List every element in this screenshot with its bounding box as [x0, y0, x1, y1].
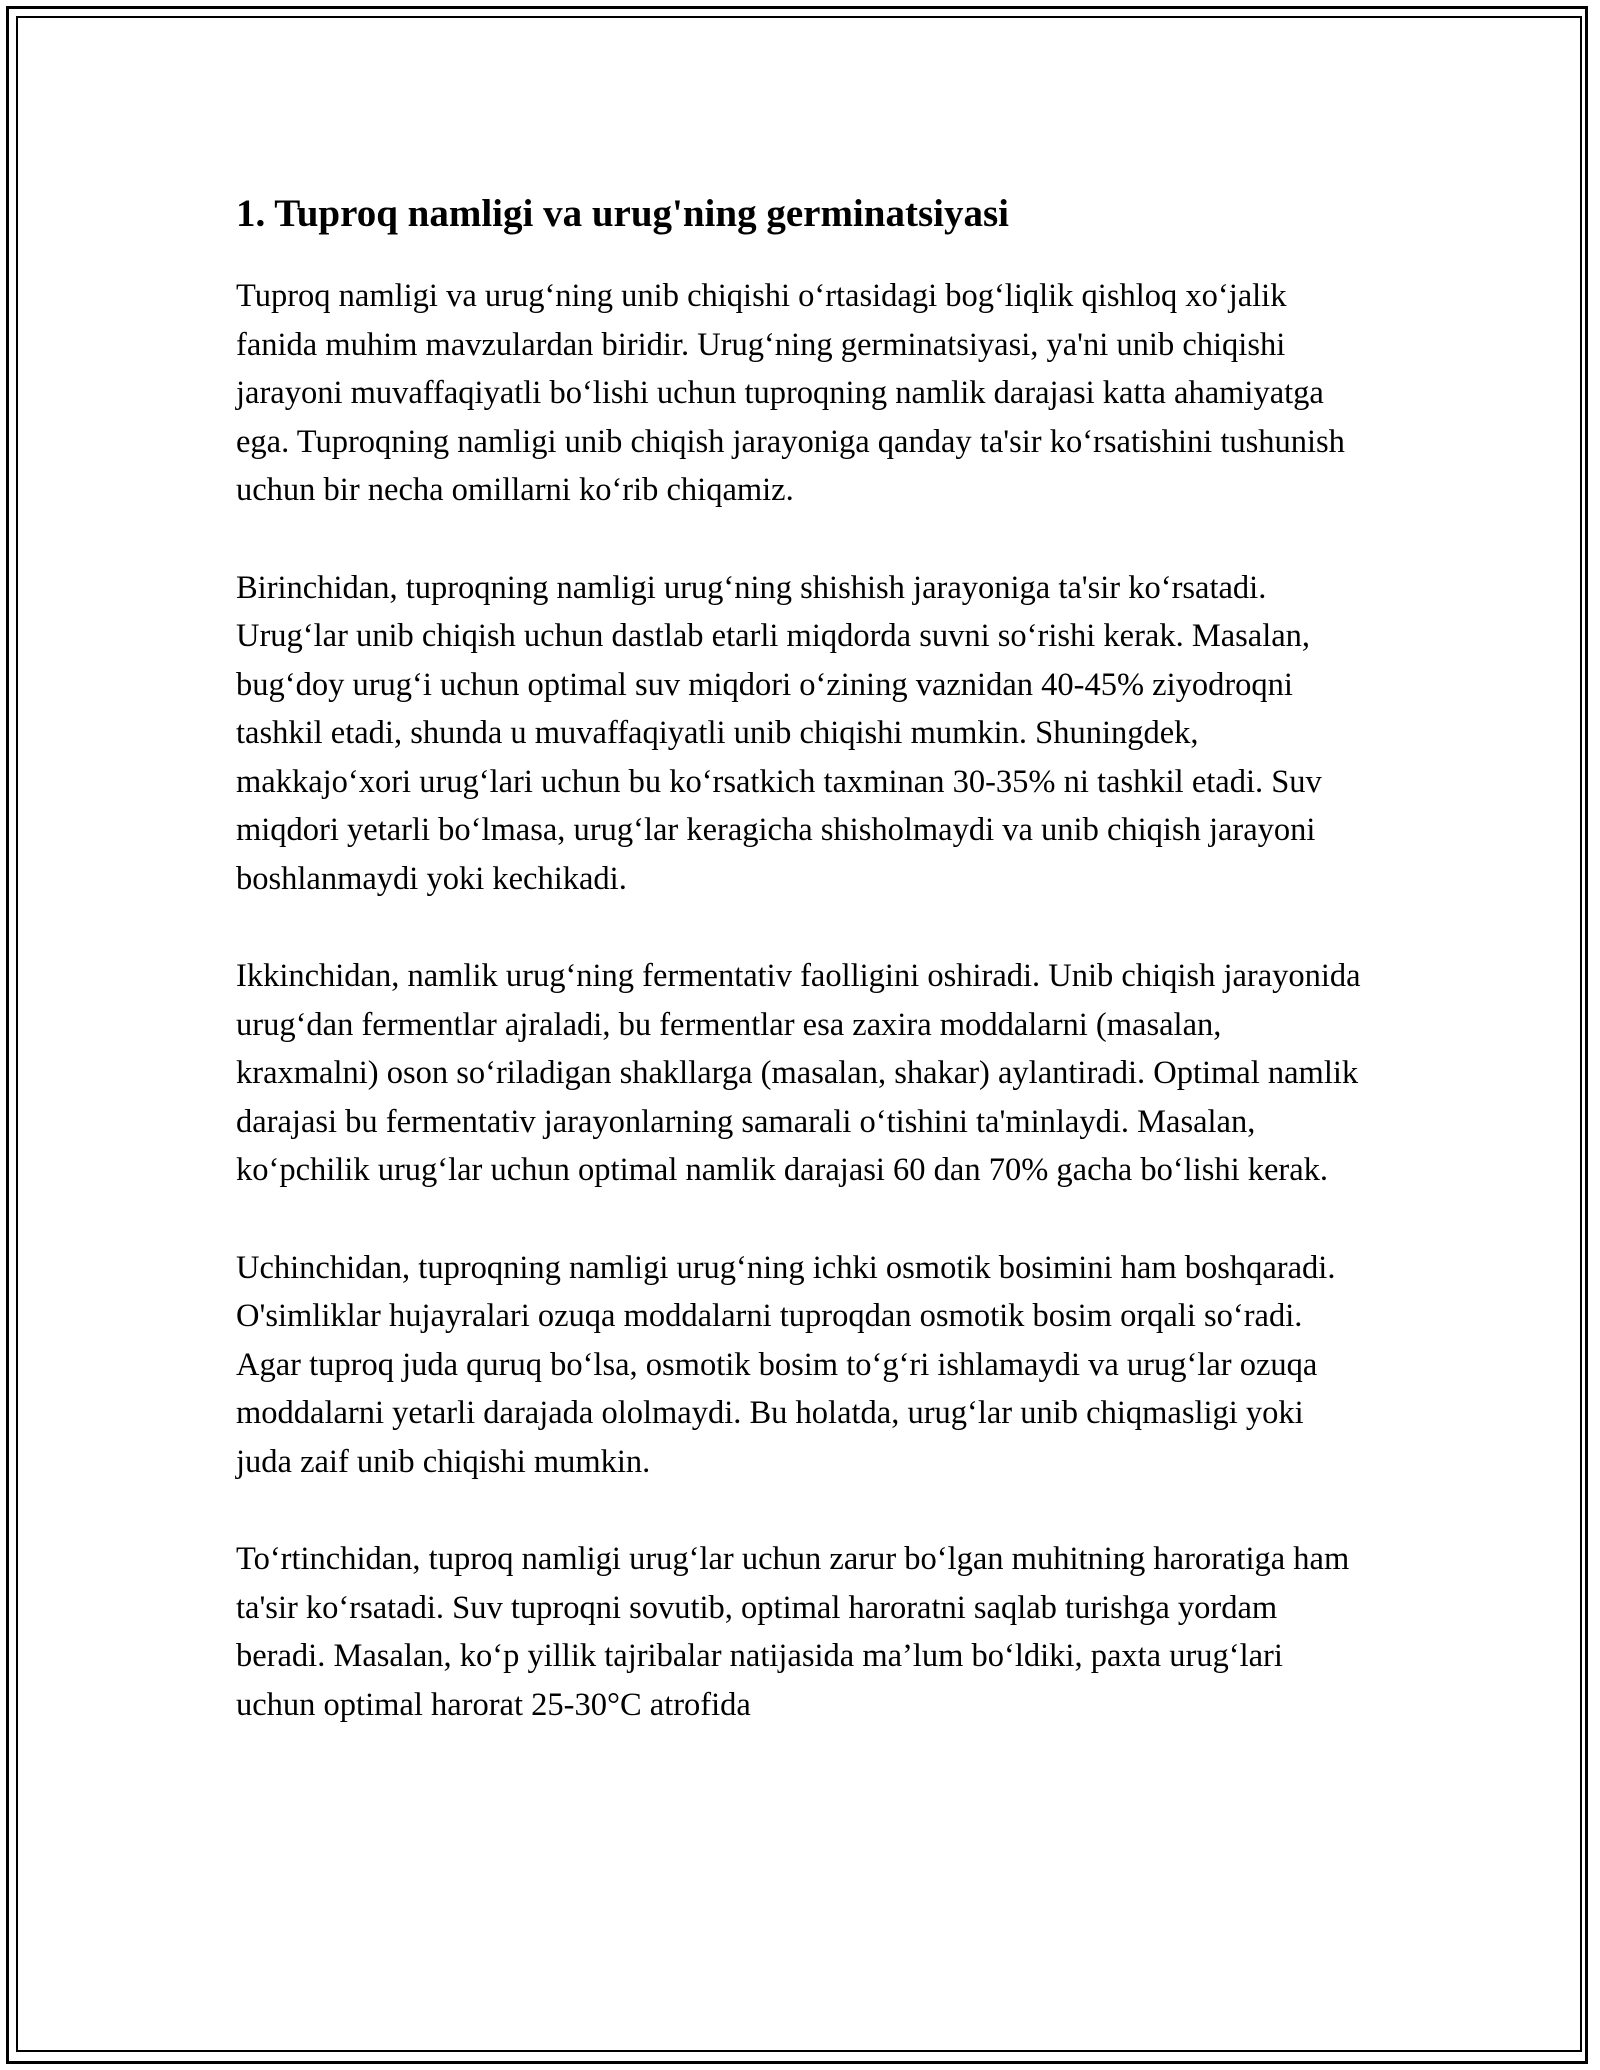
paragraph-first: Birinchidan, tuproqning namligi urug‘ning shishish jarayoniga ta'sir ko‘rsatadi. Urug‘lar unib chiqish uchun dastlab etarli miqdorda suvni so‘rishi kerak. Masalan, bug‘doy urug‘i uchun optimal suv miqdori o‘zining vaznidan 40-45% ziyodroqni tashkil etadi, shunda u muvaffaqiyatli unib chiqishi mumkin. Shuningdek, makkajo‘xori urug‘lari uchun bu ko‘rsatkich taxminan 30-35% ni tashkil etadi. Suv miqdori yetarli bo‘lmasa, urug‘lar keragicha shisholmaydi va unib chiqish jarayoni boshlanmaydi yoki kechikadi.	[236, 569, 1322, 897]
document-body	[236, 186, 1366, 1778]
section-title: 1. Tuproq namligi va urug'ning germinatsiyasi	[236, 192, 1009, 235]
paragraph-fourth: To‘rtinchidan, tuproq namligi urug‘lar uchun zarur bo‘lgan muhitning haroratiga ham ta'sir ko‘rsatadi. Suv tuproqni sovutib, optimal haroratni saqlab turishga yordam beradi. Masalan, ko‘p yillik tajribalar natijasida ma’lum bo‘ldiki, paxta urug‘lari uchun optimal harorat 25-30°C atrofida	[236, 1541, 1350, 1723]
paragraph-third: Uchinchidan, tuproqning namligi urug‘ning ichki osmotik bosimini ham boshqaradi. O'simliklar hujayralari ozuqa moddalarni tuproqdan osmotik bosim orqali so‘radi. Agar tuproq juda quruq bo‘lsa, osmotik bosim to‘g‘ri ishlamaydi va urug‘lar ozuqa moddalarni yetarli darajada ololmaydi. Bu holatda, urug‘lar unib chiqmasligi yoki juda zaif unib chiqishi mumkin.	[236, 1249, 1336, 1480]
paragraph-intro: Tuproq namligi va urug‘ning unib chiqishi o‘rtasidagi bog‘liqlik qishloq xo‘jalik fanida muhim mavzulardan biridir. Urug‘ning germinatsiyasi, ya'ni unib chiqishi jarayoni muvaffaqiyatli bo‘lishi uchun tuproqning namlik darajasi katta ahamiyatga ega. Tuproqning namligi unib chiqish jarayoniga qanday ta'sir ko‘rsatishini tushunish uchun bir necha omillarni ko‘rib chiqamiz.	[236, 278, 1345, 508]
paragraph-second: Ikkinchidan, namlik urug‘ning fermentativ faolligini oshiradi. Unib chiqish jarayonida urug‘dan fermentlar ajraladi, bu fermentlar esa zaxira moddalarni (masalan, kraxmalni) oson so‘riladigan shakllarga (masalan, shakar) aylantiradi. Optimal namlik darajasi bu fermentativ jarayonlarning samarali o‘tishini ta'minlaydi. Masalan, ko‘pchilik urug‘lar uchun optimal namlik darajasi 60 dan 70% gacha bo‘lishi kerak.	[236, 958, 1361, 1188]
